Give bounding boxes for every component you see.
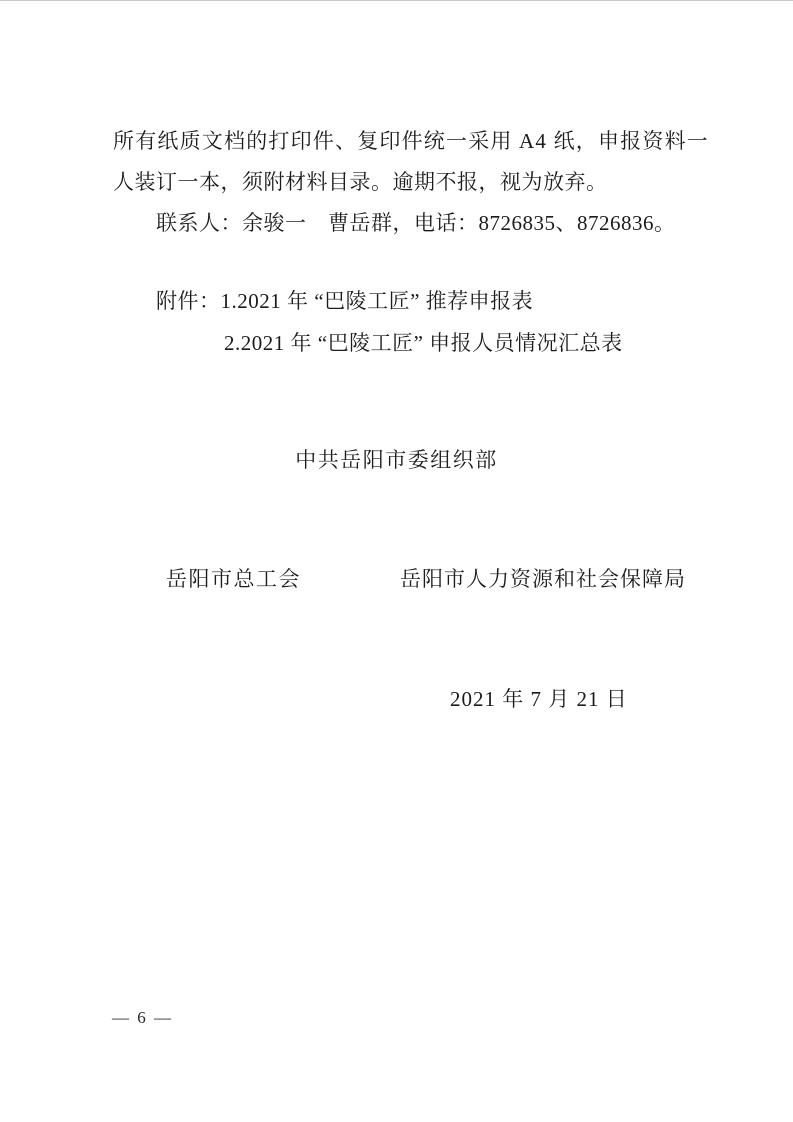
attachment-line-2: 2.2021 年 “巴陵工匠” 申报人员情况汇总表 [224, 331, 623, 355]
signature-org-left: 岳阳市总工会 [166, 567, 301, 591]
signature-date: 2021 年 7 月 21 日 [450, 687, 628, 711]
scan-edge-line [0, 0, 793, 1]
signature-org-right: 岳阳市人力资源和社会保障局 [400, 567, 686, 591]
contact-line: 联系人：余骏一 曹岳群，电话：8726835、8726836。 [156, 211, 676, 235]
signature-org-central: 中共岳阳市委组织部 [295, 448, 498, 472]
attachment-line-1: 附件：1.2021 年 “巴陵工匠” 推荐申报表 [156, 289, 534, 313]
page-number: — 6 — [112, 1008, 173, 1027]
paragraph-requirements-line2: 人装订一本，须附材料目录。逾期不报，视为放弃。 [113, 170, 608, 194]
paragraph-requirements-line1: 所有纸质文档的打印件、复印件统一采用 A4 纸，申报资料一 [113, 129, 709, 153]
